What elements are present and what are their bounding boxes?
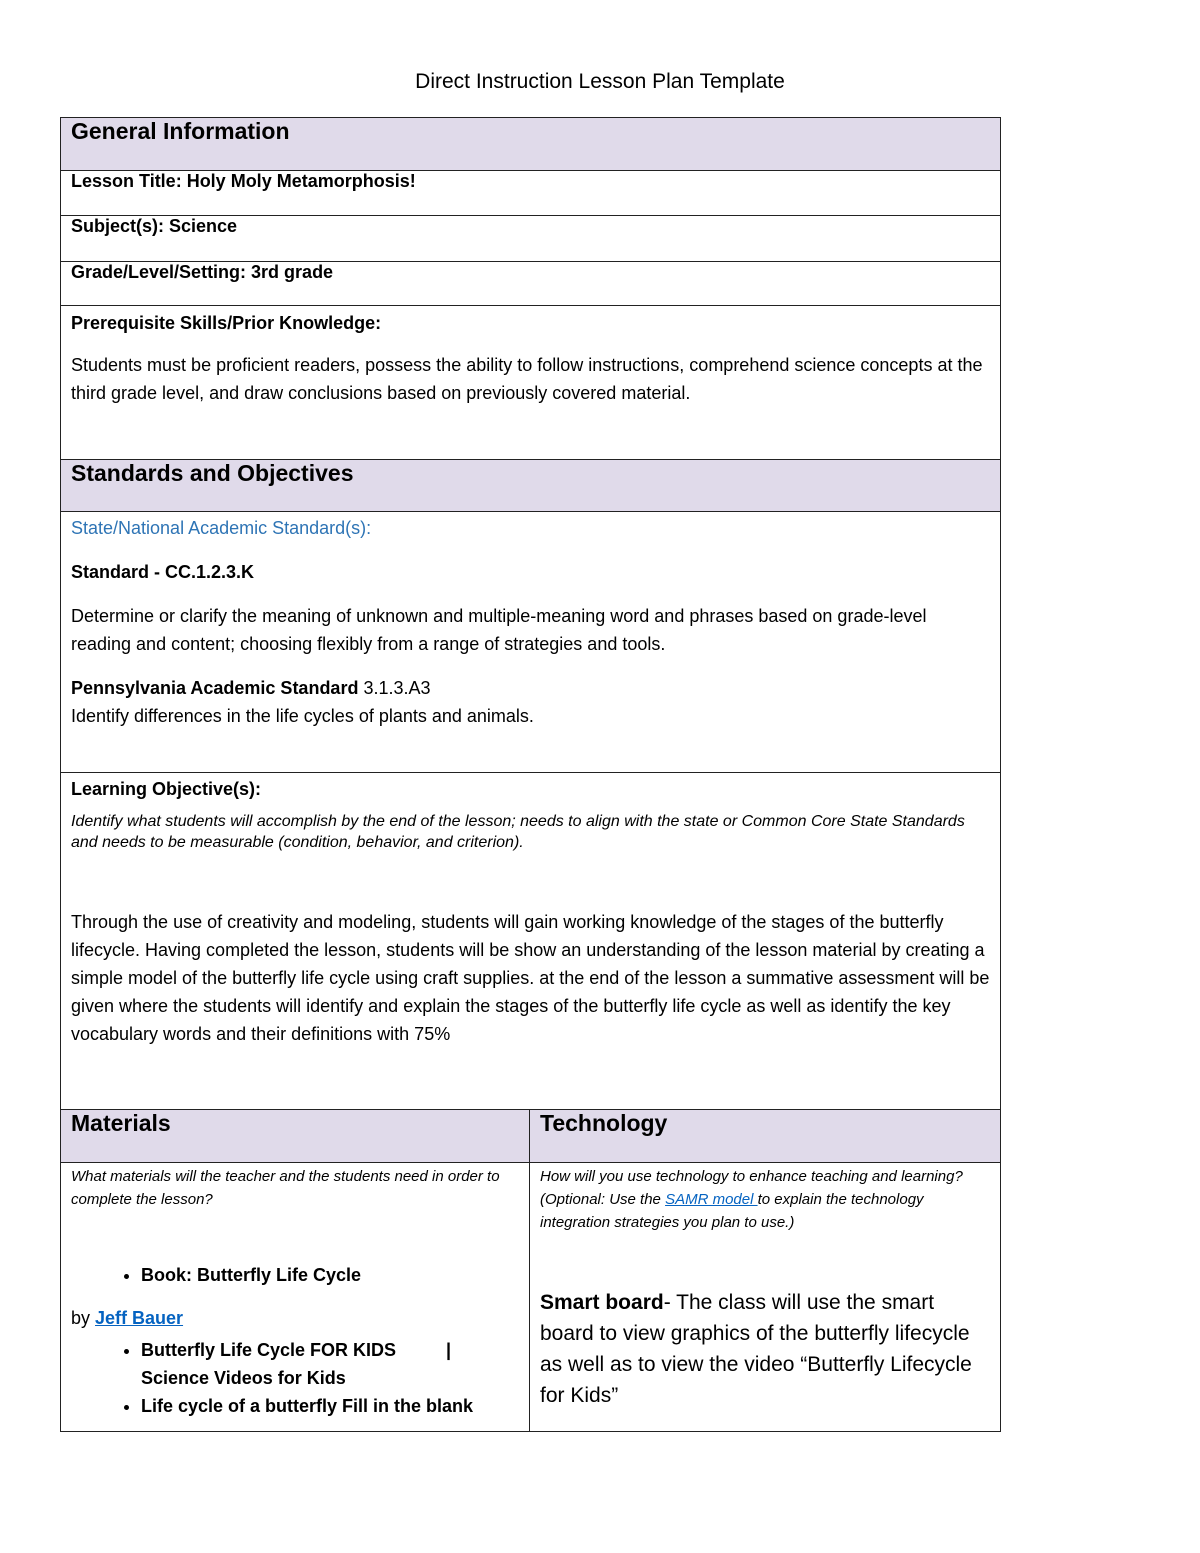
technology-prompt — [540, 1165, 990, 1234]
materials-prompt: What materials will the teacher and the students need in order to complete the lesson? — [71, 1168, 500, 1208]
author-link[interactable]: Jeff Bauer — [95, 1308, 184, 1328]
standard-2-line — [71, 674, 990, 702]
technology-prompt-start: How will you use technology to enhance teaching and learning? (Optional: Use the — [540, 1168, 963, 1208]
technology-description — [540, 1287, 990, 1411]
smart-board-label: Smart board — [540, 1291, 664, 1314]
materials-heading: Materials — [61, 1110, 530, 1163]
standard-1-title: Standard - CC.1.2.3.K — [71, 562, 255, 582]
prerequisite-label: Prerequisite Skills/Prior Knowledge: — [71, 313, 382, 333]
prerequisite-cell — [61, 306, 1001, 460]
grade-level-setting: Grade/Level/Setting: 3rd grade — [61, 262, 1001, 306]
objectives-cell — [61, 773, 1001, 1110]
samr-model-link[interactable]: SAMR model — [665, 1191, 758, 1208]
prerequisite-text: Students must be proficient readers, possess the ability to follow instructions, comprehend science concepts at the third grade level, and draw conclusions based on previously covered material. — [71, 355, 983, 403]
objectives-prompt: Identify what students will accomplish by the end of the lesson; needs to align with the state or Common Core State Standards and needs to be measurable (condition, behavior, and criterion). — [71, 813, 965, 851]
by-prefix: by — [71, 1308, 96, 1328]
material-item-video: • Butterfly Life Cycle FOR KIDS | Science Videos for Kids — [141, 1336, 519, 1392]
technology-heading: Technology — [530, 1110, 1001, 1163]
materials-cell — [61, 1163, 530, 1432]
general-information-heading: General Information — [61, 118, 1001, 171]
standards-label: State/National Academic Standard(s): — [71, 518, 372, 538]
standards-objectives-heading: Standards and Objectives — [61, 460, 1001, 512]
objectives-text: Through the use of creativity and modeling, students will gain working knowledge of the stages of the butterfly lifecycle. Having completed the lesson, students will be show an understanding of the lesson material by creating a simple model of the butterfly life cycle using craft supplies. at the end of the lesson a summative assessment will be given where the students will identify and explain the stages of the butterfly life cycle as well as identify the key vocabulary words and their definitions with 75% — [71, 912, 990, 1044]
technology-cell — [530, 1163, 1001, 1432]
standard-2-code: 3.1.3.A3 — [358, 678, 431, 698]
objectives-label: Learning Objective(s): — [71, 779, 262, 799]
material-item-book: • Book: Butterfly Life Cycle — [141, 1261, 519, 1289]
standard-2-text: Identify differences in the life cycles of plants and animals. — [71, 706, 534, 726]
lesson-plan-table — [60, 117, 1001, 1432]
lesson-title: Lesson Title: Holy Moly Metamorphosis! — [61, 171, 1001, 216]
smart-board-text: - The class will use the smart board to view graphics of the butterfly lifecycle as well as to view the video “Butterfly Lifecycle for Kids” — [540, 1291, 972, 1407]
standards-cell — [61, 512, 1001, 773]
page-title: Direct Instruction Lesson Plan Template — [415, 70, 785, 93]
materials-list-1 — [71, 1261, 519, 1289]
material-item-worksheet: • Life cycle of a butterfly Fill in the blank — [141, 1392, 519, 1420]
standard-1-text: Determine or clarify the meaning of unknown and multiple-meaning word and phrases based on grade-level reading and content; choosing flexibly from a range of strategies and tools. — [71, 606, 927, 654]
technology-prompt-end: to explain the technology integration strategies you plan to use.) — [540, 1191, 924, 1231]
standard-2-title: Pennsylvania Academic Standard — [71, 678, 359, 698]
book-author-line — [71, 1304, 519, 1332]
subjects: Subject(s): Science — [61, 216, 1001, 262]
materials-list-2 — [71, 1336, 519, 1420]
